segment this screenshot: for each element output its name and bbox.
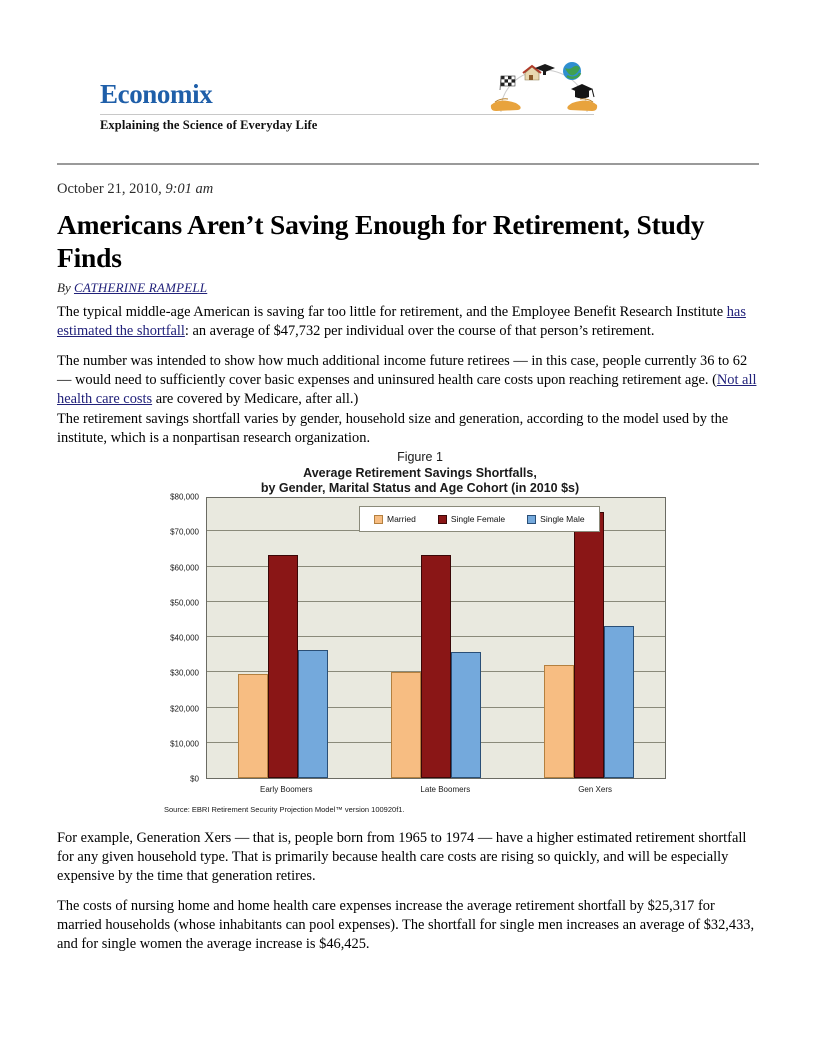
x-axis-labels — [206, 785, 666, 794]
bar-married[interactable] — [544, 665, 574, 778]
article-body-top — [57, 303, 759, 420]
byline — [57, 280, 207, 296]
masthead-bottom-rule — [57, 163, 759, 165]
y-axis-tick: $70,000 — [170, 527, 199, 537]
paragraph-2-text-b: are covered by Medicare, after all.) — [152, 391, 359, 408]
legend-swatch-icon — [438, 515, 447, 524]
paragraph-2-text-a: The number was intended to show how much additional income future retirees — in this case, people currently 36 to 62 — would need to sufficiently cover basic expenses and uninsured health care costs upon reaching retirement age. ( — [57, 353, 748, 389]
juggling-hands-icons-logo — [485, 58, 603, 118]
paragraph-2 — [57, 352, 759, 409]
legend-label: Married — [387, 514, 416, 524]
figure-number: Figure 1 — [397, 450, 443, 464]
article-date: October 21, 2010, — [57, 181, 162, 197]
legend-label: Single Female — [450, 514, 506, 524]
y-axis-tick: $60,000 — [170, 563, 199, 572]
y-axis-tick: $50,000 — [170, 598, 199, 608]
health-care-costs-link[interactable]: Not all health care costs — [57, 372, 757, 408]
legend-swatch-icon — [374, 515, 383, 524]
chart-subtitle: by Gender, Marital Status and Age Cohort (in 2010 $s) — [260, 481, 580, 496]
author-link[interactable]: CATHERINE RAMPELL — [73, 280, 208, 295]
bar-group — [391, 498, 481, 778]
bar-single-male[interactable] — [604, 626, 634, 778]
paragraph-1-text-b: : an average of $47,732 per individual over the course of that person’s retirement. — [184, 323, 655, 340]
x-axis-tick: Late Boomers — [420, 785, 471, 794]
paragraph-1-text-a: The typical middle-age American is saving far too little for retirement, and the Employee Benefit Research Institute — [57, 304, 727, 320]
paragraph-5: The costs of nursing home and home health care expenses increase the average retirement shortfall by $25,317 for married households (whose inhabitants can pool expenses). The shortfall for single men increases an average of $32,433, and for single women the average increase is $46,425. — [57, 898, 755, 953]
legend-item — [374, 514, 416, 524]
legend-swatch-icon — [527, 515, 536, 524]
y-axis-tick: $30,000 — [170, 668, 199, 678]
y-axis-tick: $20,000 — [170, 704, 199, 713]
chart-legend — [359, 506, 600, 532]
y-axis-tick: $40,000 — [170, 633, 199, 643]
shortfall-estimate-link[interactable]: has estimated the shortfall — [57, 304, 746, 340]
paragraph-4: For example, Generation Xers — that is, people born from 1965 to 1974 — have a higher estimated retirement shortfall for any given household type. That is primarily because health care costs are rising so quickly, and will be especially expensive by the time that generation retires. — [57, 830, 747, 885]
bar-married[interactable] — [238, 674, 268, 778]
site-brand-title[interactable]: Economix — [100, 79, 213, 109]
article-body-bottom — [57, 829, 759, 965]
paragraph-3: The retirement savings shortfall varies by gender, household size and generation, according to the model used by the institute, which is a nonpartisan research organization. — [57, 411, 729, 447]
bar-single-female[interactable] — [268, 555, 298, 778]
y-axis-tick: $10,000 — [170, 739, 199, 749]
bar-single-male[interactable] — [451, 652, 481, 778]
x-axis-tick: Gen Xers — [578, 785, 612, 794]
chart-title: Average Retirement Savings Shortfalls, — [303, 465, 537, 480]
bar-group — [544, 498, 634, 778]
chart-bars-layer — [207, 498, 665, 778]
paragraph-1 — [57, 303, 759, 341]
bar-married[interactable] — [391, 672, 421, 778]
chart-plot-wrapper — [150, 492, 690, 794]
site-tagline: Explaining the Science of Everyday Life — [100, 118, 318, 132]
legend-item — [438, 514, 505, 524]
figure-source-note: Source: EBRI Retirement Security Projection Model™ version 100920f1. — [164, 805, 405, 814]
bar-group — [238, 498, 328, 778]
page-title: Americans Aren’t Saving Enough for Retirement, Study Finds — [57, 209, 705, 273]
figure-1 — [150, 450, 690, 825]
chart-plot-area — [206, 497, 666, 779]
article-timestamp — [57, 181, 213, 198]
y-axis-tick: $80,000 — [170, 492, 199, 502]
bar-single-female[interactable] — [574, 512, 604, 778]
legend-item — [527, 514, 584, 524]
site-masthead — [57, 62, 757, 142]
bar-single-female[interactable] — [421, 555, 451, 778]
x-axis-tick: Early Boomers — [259, 785, 313, 794]
byline-prefix: By — [57, 280, 71, 295]
legend-label: Single Male — [540, 514, 585, 524]
article-time: 9:01 am — [165, 181, 214, 197]
y-axis-tick: $0 — [190, 774, 199, 784]
figure-caption — [150, 450, 690, 497]
bar-single-male[interactable] — [298, 650, 328, 778]
y-axis-labels — [150, 492, 204, 784]
